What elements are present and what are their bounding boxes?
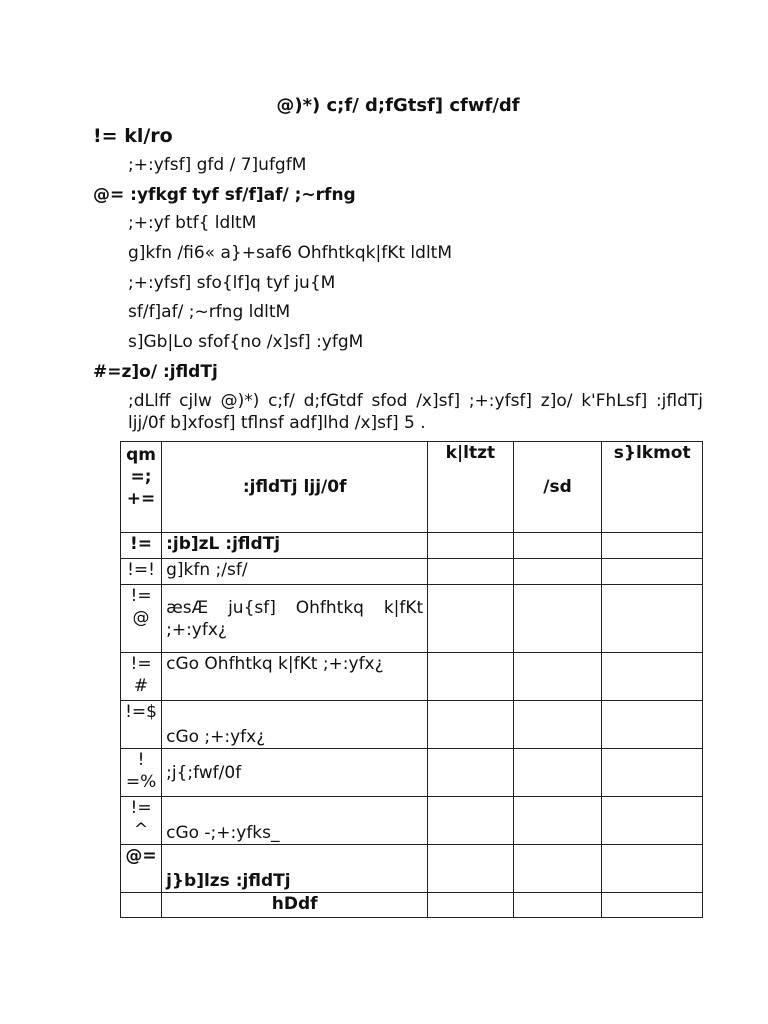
row-amount-cell — [513, 845, 602, 893]
row-percentage-cell — [428, 749, 513, 797]
row-percentage-cell — [428, 893, 513, 918]
row-description: :jb]zL :jfldTj — [162, 533, 428, 559]
row-percentage-cell — [428, 585, 513, 653]
row-remarks-cell — [602, 797, 703, 845]
row-serial: !=$ — [121, 701, 162, 749]
row-description: cGo ;+:yfx¿ — [162, 701, 428, 749]
row-serial: @= — [121, 845, 162, 893]
row-remarks-cell — [602, 845, 703, 893]
item-license-date: g]kfn /fi6« a}+saf6 Ohfhtkqk|fKt ldltM — [128, 243, 453, 263]
table-row — [121, 749, 703, 797]
row-percentage-cell — [428, 559, 513, 585]
row-remarks-cell — [602, 533, 703, 559]
section-heading-ownership: #=z]o/ :jfldTj — [93, 362, 218, 382]
row-amount-cell — [513, 797, 602, 845]
table-row — [121, 559, 703, 585]
row-percentage-cell — [428, 797, 513, 845]
item-operation-date: sf/f]af/ ;~rfng ldltM — [128, 302, 291, 322]
item-org-name-address: ;+:yfsf] gfd / 7]ufgfM — [128, 155, 307, 175]
table-row — [121, 533, 703, 559]
table-row — [121, 797, 703, 845]
row-percentage-cell — [428, 701, 513, 749]
table-header-row — [121, 442, 703, 533]
header-amount: /sd — [513, 442, 602, 533]
row-percentage-cell — [428, 533, 513, 559]
header-percentage: k|ltzt — [428, 442, 513, 533]
row-remarks-cell — [602, 893, 703, 918]
row-description-total: hDdf — [162, 893, 428, 918]
row-serial: !=@ — [121, 585, 162, 653]
row-amount-cell — [513, 701, 602, 749]
row-amount-cell — [513, 533, 602, 559]
row-amount-cell — [513, 749, 602, 797]
row-remarks-cell — [602, 749, 703, 797]
row-description: cGo -;+:yfks_ — [162, 797, 428, 845]
ownership-paragraph: ;dLlff cjlw @)*) c;f/ d;fGtdf sfod /x]sf] ;+:yfsf] z]o/ k'FhLsf] :jfldTj ljj/0f b]xfosf] tflnsf adf]lhd /x]sf] 5 . — [128, 391, 703, 433]
row-serial: !=! — [121, 559, 162, 585]
row-remarks-cell — [602, 585, 703, 653]
row-description: j}b]lzs :jfldTj — [162, 845, 428, 893]
row-amount-cell — [513, 559, 602, 585]
row-description: g]kfn ;/sf/ — [162, 559, 428, 585]
row-description: ;j{;fwf/0f — [162, 749, 428, 797]
item-head-office-location: s]Gb|Lo sfof{no /x]sf] :yfgM — [128, 332, 364, 352]
row-serial: !=^ — [121, 797, 162, 845]
ownership-table — [120, 441, 703, 918]
section-heading-introduction: != kl/ro — [93, 125, 173, 147]
document-title: @)*) c;f/ d;fGtsf] cfwf/df — [276, 95, 520, 116]
table-row — [121, 653, 703, 701]
header-serial-number: qm=;+= — [121, 442, 162, 533]
row-remarks-cell — [602, 653, 703, 701]
table-row — [121, 701, 703, 749]
row-description: æsÆ ju{sf] Ohfhtkq k|fKt ;+:yfx¿ — [162, 585, 428, 653]
row-serial: != — [121, 533, 162, 559]
row-amount-cell — [513, 585, 602, 653]
item-work-area-class: ;+:yfsf] sfo{lf]q tyf ju{M — [128, 273, 336, 293]
row-percentage-cell — [428, 845, 513, 893]
header-description: :jfldTj ljj/0f — [162, 442, 428, 533]
table-row — [121, 585, 703, 653]
row-serial: !=# — [121, 653, 162, 701]
row-amount-cell — [513, 653, 602, 701]
section-heading-establishment: @= :yfkgf tyf sf/f]af/ ;~rfng — [93, 185, 356, 205]
row-remarks-cell — [602, 701, 703, 749]
header-remarks: s}lkmot — [602, 442, 703, 533]
row-amount-cell — [513, 893, 602, 918]
row-serial — [121, 893, 162, 918]
item-registration-date: ;+:yf btf{ ldltM — [128, 213, 257, 233]
row-remarks-cell — [602, 559, 703, 585]
row-description: cGo Ohfhtkq k|fKt ;+:yfx¿ — [162, 653, 428, 701]
table-total-row — [121, 893, 703, 918]
row-serial: !=% — [121, 749, 162, 797]
table-row — [121, 845, 703, 893]
row-percentage-cell — [428, 653, 513, 701]
